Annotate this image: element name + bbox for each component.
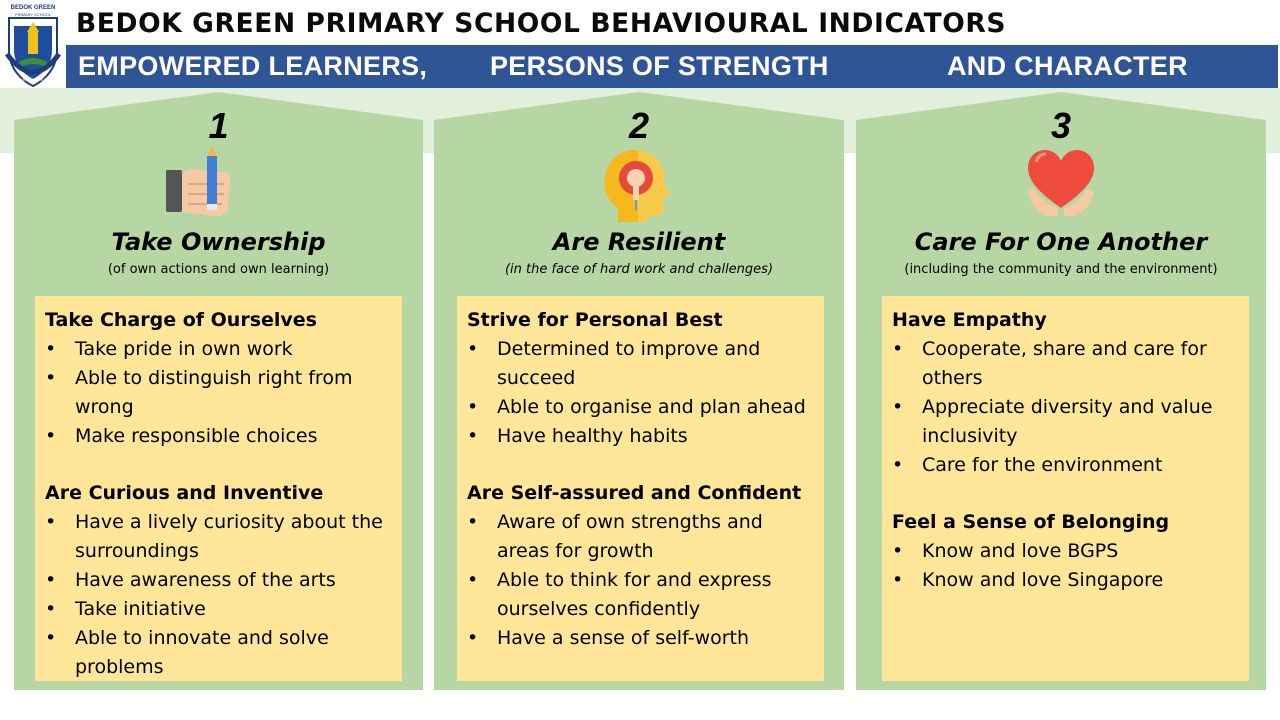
indicator-item: • Make responsible choices [45,425,318,447]
indicator-item: • Able to distinguish right from wrong [45,367,353,418]
school-logo [3,4,63,88]
indicator-box [882,296,1249,681]
banner-segment-strength: PERSONS OF STRENGTH [490,51,829,81]
group-title: Feel a Sense of Belonging [892,511,1170,533]
indicator-group [45,479,394,682]
pillar-number: 1 [208,105,229,146]
page-title: BEDOK GREEN PRIMARY SCHOOL BEHAVIOURAL INDICATORS [76,8,1007,39]
pillar-care-for-one-another [856,92,1266,690]
group-title: Are Self-assured and Confident [467,482,802,504]
group-title: Take Charge of Ourselves [45,309,317,331]
indicator-item: • Able to innovate and solve problems [45,627,329,678]
pillar-number: 3 [1050,105,1072,146]
indicator-item: • Able to think for and express ourselves confidently [467,569,772,620]
indicator-item: • Take pride in own work [45,338,293,360]
pillar-heading: Are Resilient [552,228,726,256]
thumbs-up-pencil-icon [166,146,240,222]
pillar-heading: Care For One Another [914,228,1208,256]
pillar-heading: Take Ownership [111,228,326,256]
indicator-item: • Able to organise and plan ahead [467,396,806,418]
indicator-box [457,296,824,681]
pillar-number: 2 [628,105,650,146]
vision-banner [66,45,1278,88]
indicator-item: • Take initiative [45,598,206,620]
indicator-item: • Know and love Singapore [892,569,1164,591]
banner-segment-learners: EMPOWERED LEARNERS, [78,51,428,81]
group-title: Have Empathy [892,309,1047,331]
banner-segment-character: AND CHARACTER [947,51,1188,81]
heart-in-hands-icon [1024,146,1098,222]
indicator-box [35,296,402,681]
indicator-item: • Appreciate diversity and value inclusivity [892,396,1213,447]
indicator-group [45,306,394,451]
indicator-group [892,306,1241,480]
indicator-item: • Aware of own strengths and areas for growth [467,511,763,562]
indicator-item: • Care for the environment [892,454,1163,476]
indicator-group [892,508,1241,595]
group-title: Strive for Personal Best [467,309,723,331]
head-gear-fist-icon [600,146,674,222]
pillar-take-ownership [14,92,423,690]
indicator-item: • Have a sense of self-worth [467,627,750,649]
indicator-item: • Have a lively curiosity about the surroundings [45,511,383,562]
pillar-subheading: (of own actions and own learning) [107,262,330,277]
indicator-item: • Know and love BGPS [892,540,1119,562]
logo-motto: PERSEVERE AND SUCCEED [8,78,58,82]
pillar-subheading: (in the face of hard work and challenges) [504,262,774,277]
indicator-item: • Have healthy habits [467,425,688,447]
pillar-subheading: (including the community and the environment) [904,262,1218,277]
group-title: Are Curious and Inventive [45,482,324,504]
indicator-group [467,479,816,653]
indicator-group [467,306,816,451]
indicator-item: • Have awareness of the arts [45,569,336,591]
logo-sub-text: PRIMARY SCHOOL [14,12,52,17]
logo-top-text: BEDOK GREEN [10,5,56,11]
indicator-item: • Cooperate, share and care for others [892,338,1207,389]
pillar-are-resilient [434,92,844,690]
indicator-item: • Determined to improve and succeed [467,338,761,389]
